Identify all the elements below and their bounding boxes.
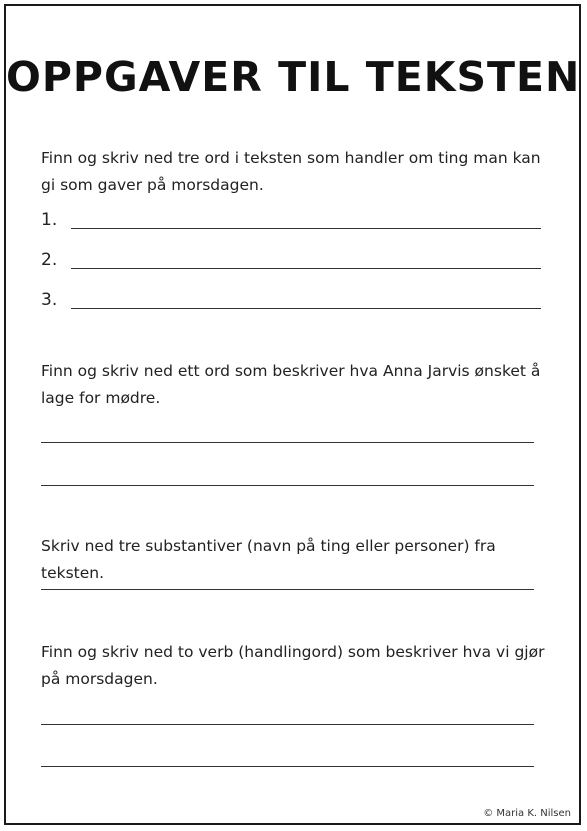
question-4-text: Finn og skriv ned to verb (handlingord) som beskriver hva vi gjør på morsdagen.: [41, 643, 545, 688]
answer-line-6[interactable]: [41, 589, 534, 590]
answer-number-1: 1.: [41, 210, 58, 230]
question-2-text: Finn og skriv ned ett ord som beskriver hva Anna Jarvis ønsket å lage for mødre.: [41, 362, 541, 407]
page-title: OPPGAVER TIL TEKSTEN: [6, 53, 581, 101]
answer-line-7[interactable]: [41, 724, 534, 725]
answer-line-1: [71, 228, 541, 229]
question-1-text: Finn og skriv ned tre ord i teksten som handler om ting man kan gi som gaver på morsdagen.: [41, 149, 541, 194]
question-3-text: Skriv ned tre substantiver (navn på ting eller personer) fra teksten.: [41, 537, 496, 582]
answer-row-2[interactable]: [41, 248, 541, 274]
worksheet-page: [4, 4, 581, 825]
answer-number-3: 3.: [41, 290, 58, 310]
answer-row-1[interactable]: [41, 208, 541, 234]
copyright-notice: © Maria K. Nilsen: [483, 808, 571, 819]
answer-line-8[interactable]: [41, 766, 534, 767]
answer-line-2: [71, 268, 541, 269]
answer-line-5[interactable]: [41, 485, 534, 486]
answer-line-3: [71, 308, 541, 309]
answer-row-3[interactable]: [41, 288, 541, 314]
answer-number-2: 2.: [41, 250, 58, 270]
answer-line-4[interactable]: [41, 442, 534, 443]
